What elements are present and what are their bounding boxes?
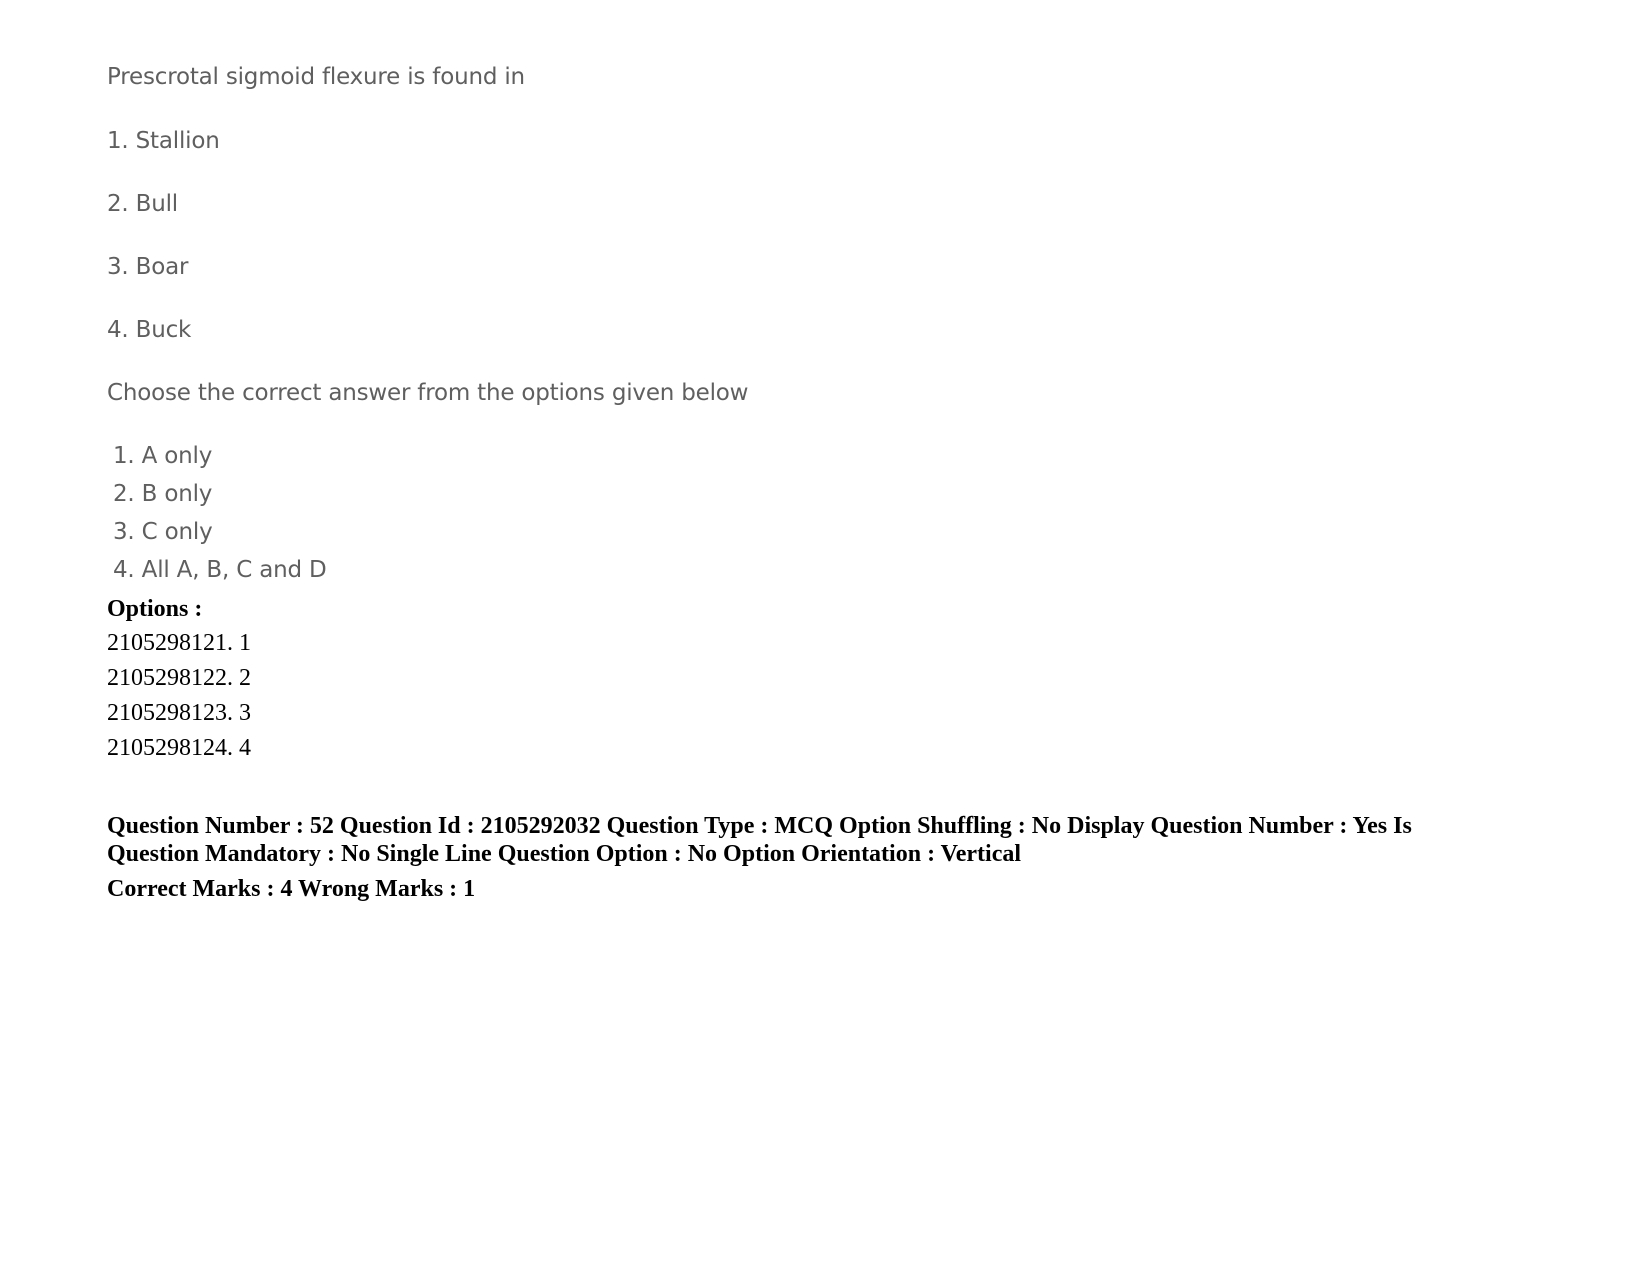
answer-choice: 4. All A, B, C and D [113, 557, 327, 583]
option-item: 2105298121. 1 [107, 630, 251, 656]
answer-choice: 2. B only [113, 481, 213, 507]
marks-line: Correct Marks : 4 Wrong Marks : 1 [107, 876, 476, 902]
question-instruction: Choose the correct answer from the options given below [107, 380, 749, 406]
options-heading: Options : [107, 596, 203, 622]
statement-item: 1. Stallion [107, 128, 220, 154]
question-stem: Prescrotal sigmoid flexure is found in [107, 64, 525, 90]
statement-item: 3. Boar [107, 254, 189, 280]
question-meta-line: Question Number : 52 Question Id : 2105292032 Question Type : MCQ Option Shuffling : No Display Question Number : Yes Is [107, 813, 1412, 839]
option-item: 2105298124. 4 [107, 735, 251, 761]
answer-choice: 1. A only [113, 443, 213, 469]
option-item: 2105298122. 2 [107, 665, 251, 691]
answer-choice: 3. C only [113, 519, 213, 545]
statement-item: 4. Buck [107, 317, 192, 343]
option-item: 2105298123. 3 [107, 700, 251, 726]
statement-item: 2. Bull [107, 191, 178, 217]
question-meta-line: Question Mandatory : No Single Line Question Option : No Option Orientation : Vertical [107, 841, 1022, 867]
